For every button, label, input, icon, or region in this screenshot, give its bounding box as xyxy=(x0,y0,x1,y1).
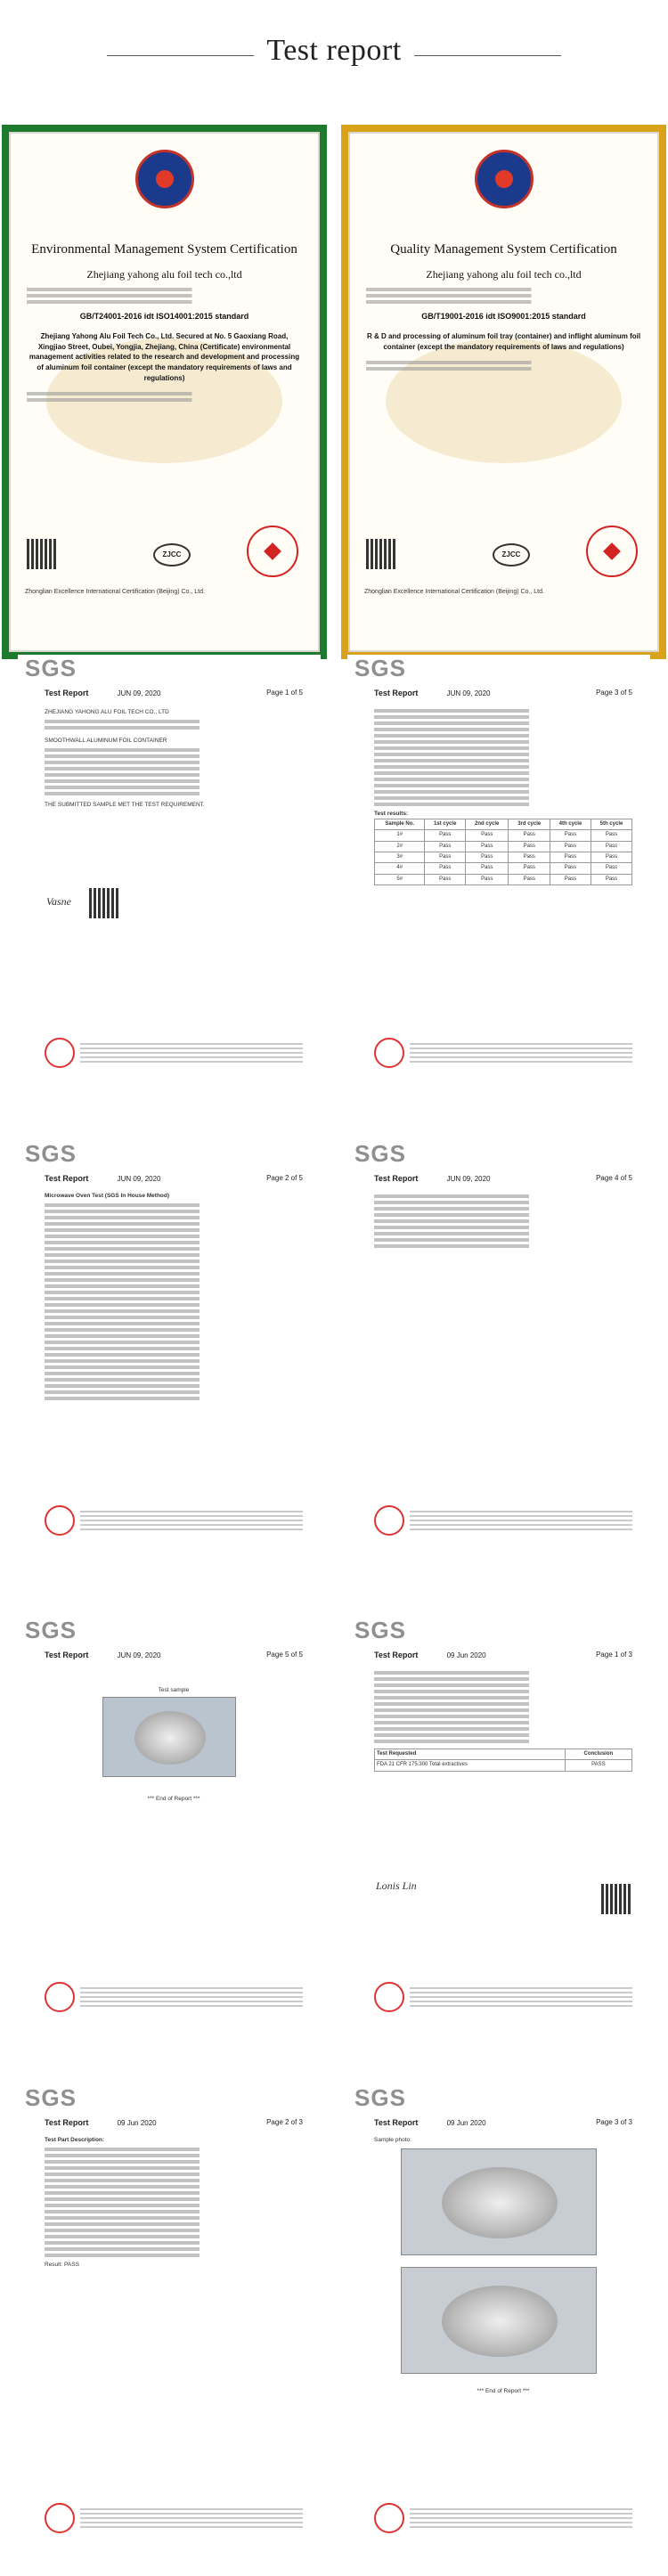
end-of-report: *** End of Report *** xyxy=(477,2388,530,2394)
table-row: 4# Pass Pass Pass Pass Pass xyxy=(375,863,632,874)
report-header xyxy=(374,689,632,697)
qr-code-icon xyxy=(27,539,57,569)
sgs-logo: SGS xyxy=(354,2084,406,2111)
sample-photo xyxy=(401,2267,597,2374)
report-body xyxy=(45,1192,303,1403)
report-header xyxy=(45,1651,303,1659)
report-page-number: Page 4 of 5 xyxy=(596,1174,632,1182)
certificate-issuer: Zhonglian Excellence International Certification (Beijing) Co., Ltd. xyxy=(25,589,205,595)
report-header xyxy=(45,689,303,697)
report-page xyxy=(18,2084,321,2547)
certificate-scope: R & D and processing of aluminum foil tray (container) and inflight aluminum foil container (except the mandatory requirements of laws and regulations) xyxy=(366,332,641,351)
report-body: Test Part Description: Result: PASS xyxy=(45,2136,303,2270)
certificate-standard: GB/T19001-2016 idt ISO9001:2015 standard xyxy=(421,312,586,322)
report-date: JUN 09, 2020 xyxy=(117,1175,161,1183)
certificate-company: Zhejiang yahong alu foil tech co.,ltd xyxy=(86,267,242,281)
end-of-report: *** End of Report *** xyxy=(147,1796,200,1802)
report-page-number: Page 3 of 5 xyxy=(596,689,632,697)
report-date: JUN 09, 2020 xyxy=(117,1651,161,1659)
page-title: Test report xyxy=(266,34,402,67)
report-label: Test Report xyxy=(45,1651,89,1659)
qr-code-icon xyxy=(601,1884,631,1914)
report-body xyxy=(374,1668,632,1772)
report-date: JUN 09, 2020 xyxy=(446,689,491,697)
results-table: Sample No. 1st cycle 2nd cycle 3rd cycle 4th cycle 5th cycle 1# Pass Pass Pass Pass Pass 2# Pass Pass Pass Pass Pass 3# Pass Pass Pass Pass Pass 4# Pass Pass Pass Pass Pass 5# Pass Pass Pass Pass Pass xyxy=(374,819,632,885)
report-footer xyxy=(374,1505,632,1536)
certification-emblem-icon xyxy=(475,150,534,208)
report-date: 09 Jun 2020 xyxy=(446,2119,486,2127)
report-date: JUN 09, 2020 xyxy=(117,689,161,697)
report-header xyxy=(45,1174,303,1183)
report-company: ZHEJIANG YAHONG ALU FOIL TECH CO., LTD xyxy=(45,709,169,715)
sgs-logo: SGS xyxy=(354,1617,406,1643)
report-label: Test Report xyxy=(374,1174,419,1183)
sgs-logo: SGS xyxy=(354,1140,406,1167)
report-date: JUN 09, 2020 xyxy=(446,1175,491,1183)
report-label: Test Report xyxy=(374,689,419,697)
report-date: 09 Jun 2020 xyxy=(117,2119,157,2127)
report-page-number: Page 5 of 5 xyxy=(266,1651,303,1659)
report-page xyxy=(347,1140,650,1568)
certificate-company: Zhejiang yahong alu foil tech co.,ltd xyxy=(426,267,582,281)
report-body xyxy=(45,708,303,810)
certificate-issuer: Zhonglian Excellence International Certification (Beijing) Co., Ltd. xyxy=(364,589,544,595)
sgs-logo: SGS xyxy=(25,2084,77,2111)
sample-description: SMOOTHWALL ALUMINUM FOIL CONTAINER xyxy=(45,738,167,745)
report-footer xyxy=(374,1038,632,1068)
sgs-logo: SGS xyxy=(354,655,406,681)
foil-tray-image xyxy=(134,1711,206,1765)
environmental-certificate xyxy=(2,125,327,659)
table-row: 3# Pass Pass Pass Pass Pass xyxy=(375,852,632,862)
certification-emblem-icon xyxy=(135,150,194,208)
report-page xyxy=(347,655,650,1100)
report-footer xyxy=(45,2503,303,2533)
certificate-heading: Quality Management System Certification xyxy=(390,242,617,257)
sgs-logo: SGS xyxy=(25,1140,77,1167)
sgs-logo: SGS xyxy=(25,655,77,681)
report-page xyxy=(347,2084,650,2547)
report-footer xyxy=(374,1982,632,2012)
report-page-number: Page 1 of 5 xyxy=(266,689,303,697)
photo-caption: Test sample xyxy=(158,1687,190,1693)
page-header xyxy=(0,0,668,107)
report-header xyxy=(45,2118,303,2127)
report-page-number: Page 3 of 3 xyxy=(596,2118,632,2126)
table-row: 1# Pass Pass Pass Pass Pass xyxy=(375,830,632,841)
signature: Vasne xyxy=(46,895,71,908)
report-page-number: Page 1 of 3 xyxy=(596,1651,632,1659)
sgs-logo: SGS xyxy=(25,1617,77,1643)
report-label: Test Report xyxy=(45,1174,89,1183)
report-header xyxy=(374,1651,632,1659)
report-page-number: Page 2 of 3 xyxy=(266,2118,303,2126)
report-label: Test Report xyxy=(374,2118,419,2127)
qr-code-icon xyxy=(366,539,396,569)
report-page xyxy=(18,1140,321,1568)
zjcc-logo: ZJCC xyxy=(153,543,191,567)
result-value: PASS xyxy=(64,2262,79,2269)
certificate-heading: Environmental Management System Certification xyxy=(31,242,297,257)
quality-certificate xyxy=(341,125,666,659)
table-row: 2# Pass Pass Pass Pass Pass xyxy=(375,841,632,852)
report-label: Test Report xyxy=(45,689,89,697)
report-label: Test Report xyxy=(374,1651,419,1659)
report-label: Test Report xyxy=(45,2118,89,2127)
signature: Lonis Lin xyxy=(376,1879,417,1892)
certificate-standard: GB/T24001-2016 idt ISO14001:2015 standard xyxy=(79,312,249,322)
report-footer xyxy=(45,1982,303,2012)
report-page xyxy=(18,655,321,1100)
sample-photo xyxy=(102,1697,236,1777)
report-header xyxy=(374,1174,632,1183)
report-footer xyxy=(45,1038,303,1068)
zjcc-logo: ZJCC xyxy=(493,543,530,567)
report-conclusion: THE SUBMITTED SAMPLE MET THE TEST REQUIREMENT. xyxy=(45,802,205,809)
table-row: 5# Pass Pass Pass Pass Pass xyxy=(375,874,632,884)
conclusion-table: Test Requested Conclusion FDA 21 CFR 175.300 Total extractives PASS xyxy=(374,1749,632,1772)
spec-heading: Test Part Description: xyxy=(45,2137,105,2143)
foil-tray-image xyxy=(442,2167,558,2238)
report-page xyxy=(18,1617,321,2044)
qr-code-icon xyxy=(89,888,119,918)
report-footer xyxy=(45,1505,303,1536)
sample-photo xyxy=(401,2148,597,2255)
title-divider-right xyxy=(414,55,561,56)
report-footer xyxy=(374,2503,632,2533)
report-subtitle: Microwave Oven Test (SGS In House Method) xyxy=(45,1193,170,1199)
report-header xyxy=(374,2118,632,2127)
red-seal-icon xyxy=(586,526,638,577)
photo-caption: Sample photo: xyxy=(374,2137,411,2143)
certificate-scope: Zhejiang Yahong Alu Foil Tech Co., Ltd. Secured at No. 5 Gaoxiang Road, Xingjiao Street, Oubei, Yongjia, Zhejiang, China (Certificate) environmental management activities related to the research and development and processing of aluminum foil container (except the mandatory requirements of laws and regulations) xyxy=(29,332,300,382)
results-title: Test results: xyxy=(374,811,409,817)
foil-tray-image xyxy=(442,2286,558,2357)
report-body xyxy=(374,1192,632,1251)
red-seal-icon xyxy=(247,526,298,577)
report-page-number: Page 2 of 5 xyxy=(266,1174,303,1182)
table-row: FDA 21 CFR 175.300 Total extractives PASS xyxy=(375,1760,632,1771)
report-page xyxy=(347,1617,650,2044)
report-body xyxy=(374,706,632,885)
report-date: 09 Jun 2020 xyxy=(446,1651,486,1659)
